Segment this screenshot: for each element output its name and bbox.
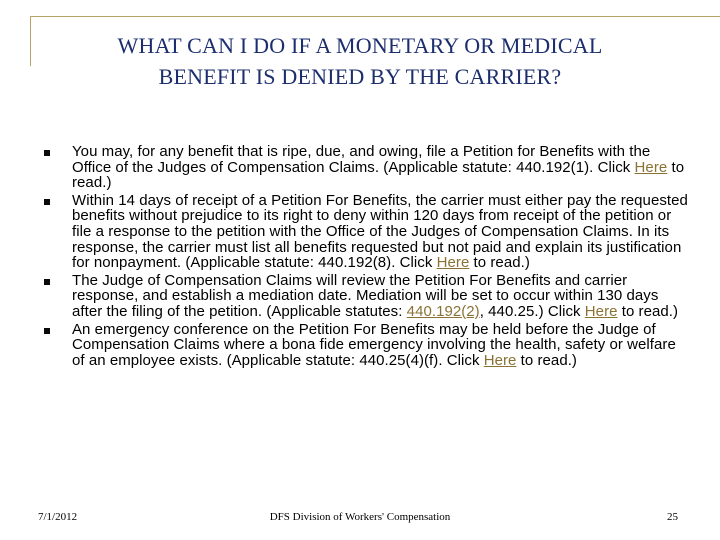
bullet-text-end: to read.) (617, 302, 679, 320)
bullet-item-carrier-response (40, 193, 690, 271)
bullet-text: The Judge of Compensation Claims will review the Petition For Benefits and carrier response, and establish a mediation date. Mediation will be set to occur within 130 days after the filing of the petition. (Applicable statutes: (72, 271, 659, 320)
here-link[interactable]: Here (584, 302, 618, 320)
square-bullet-icon (44, 279, 50, 285)
here-link[interactable]: Here (483, 351, 517, 369)
slide-title (40, 30, 680, 92)
bullet-item-emergency-conference (40, 322, 690, 369)
slide-title-line-1: WHAT CAN I DO IF A MONETARY OR MEDICAL (117, 33, 603, 58)
footer-date: 7/1/2012 (38, 511, 78, 523)
footer-page-number: 25 (667, 511, 678, 523)
square-bullet-icon (44, 150, 50, 156)
statute-link[interactable]: 440.192(2) (406, 302, 480, 320)
bullet-text-end: to read.) (469, 254, 530, 272)
bullet-text-middle: , 440.25.) Click (479, 302, 585, 320)
footer-organization: DFS Division of Workers' Compensation (269, 511, 451, 523)
here-link[interactable]: Here (436, 254, 470, 272)
slide-title-line-2: BENEFIT IS DENIED BY THE CARRIER? (158, 64, 562, 89)
bullet-text-end: to read.) (516, 351, 577, 369)
bullet-text-end: to read.) (72, 158, 685, 192)
square-bullet-icon (44, 199, 50, 205)
bullet-text: You may, for any benefit that is ripe, due, and owing, file a Petition for Benefits with the Office of the Judges of Compensation Claims. (Applicable statute: 440.192(1). Click (72, 143, 651, 176)
bullet-text: Within 14 days of receipt of a Petition For Benefits, the carrier must either pay the requested benefits without prejudice to its right to deny within 120 days from receipt of the petition or file a response to the petition with the Office of the Judges of Compensation Claims. In its response, the carrier must list all benefits requested but not paid and explain its justification for nonpayment. (Applicable statute: 440.192(8). Click (72, 191, 688, 272)
bullet-item-mediation (40, 273, 690, 320)
bullet-item-petition (40, 144, 690, 191)
square-bullet-icon (44, 328, 50, 334)
frame-top-line (30, 16, 720, 17)
bullet-list (40, 144, 690, 368)
bullet-text: An emergency conference on the Petition For Benefits may be held before the Judge of Compensation Claims where a bona fide emergency involving the health, safety or welfare of an employee exists. (Applicable statute: 440.25(4)(f). Click (72, 320, 676, 369)
frame-left-line (30, 16, 31, 66)
here-link[interactable]: Here (634, 158, 668, 176)
